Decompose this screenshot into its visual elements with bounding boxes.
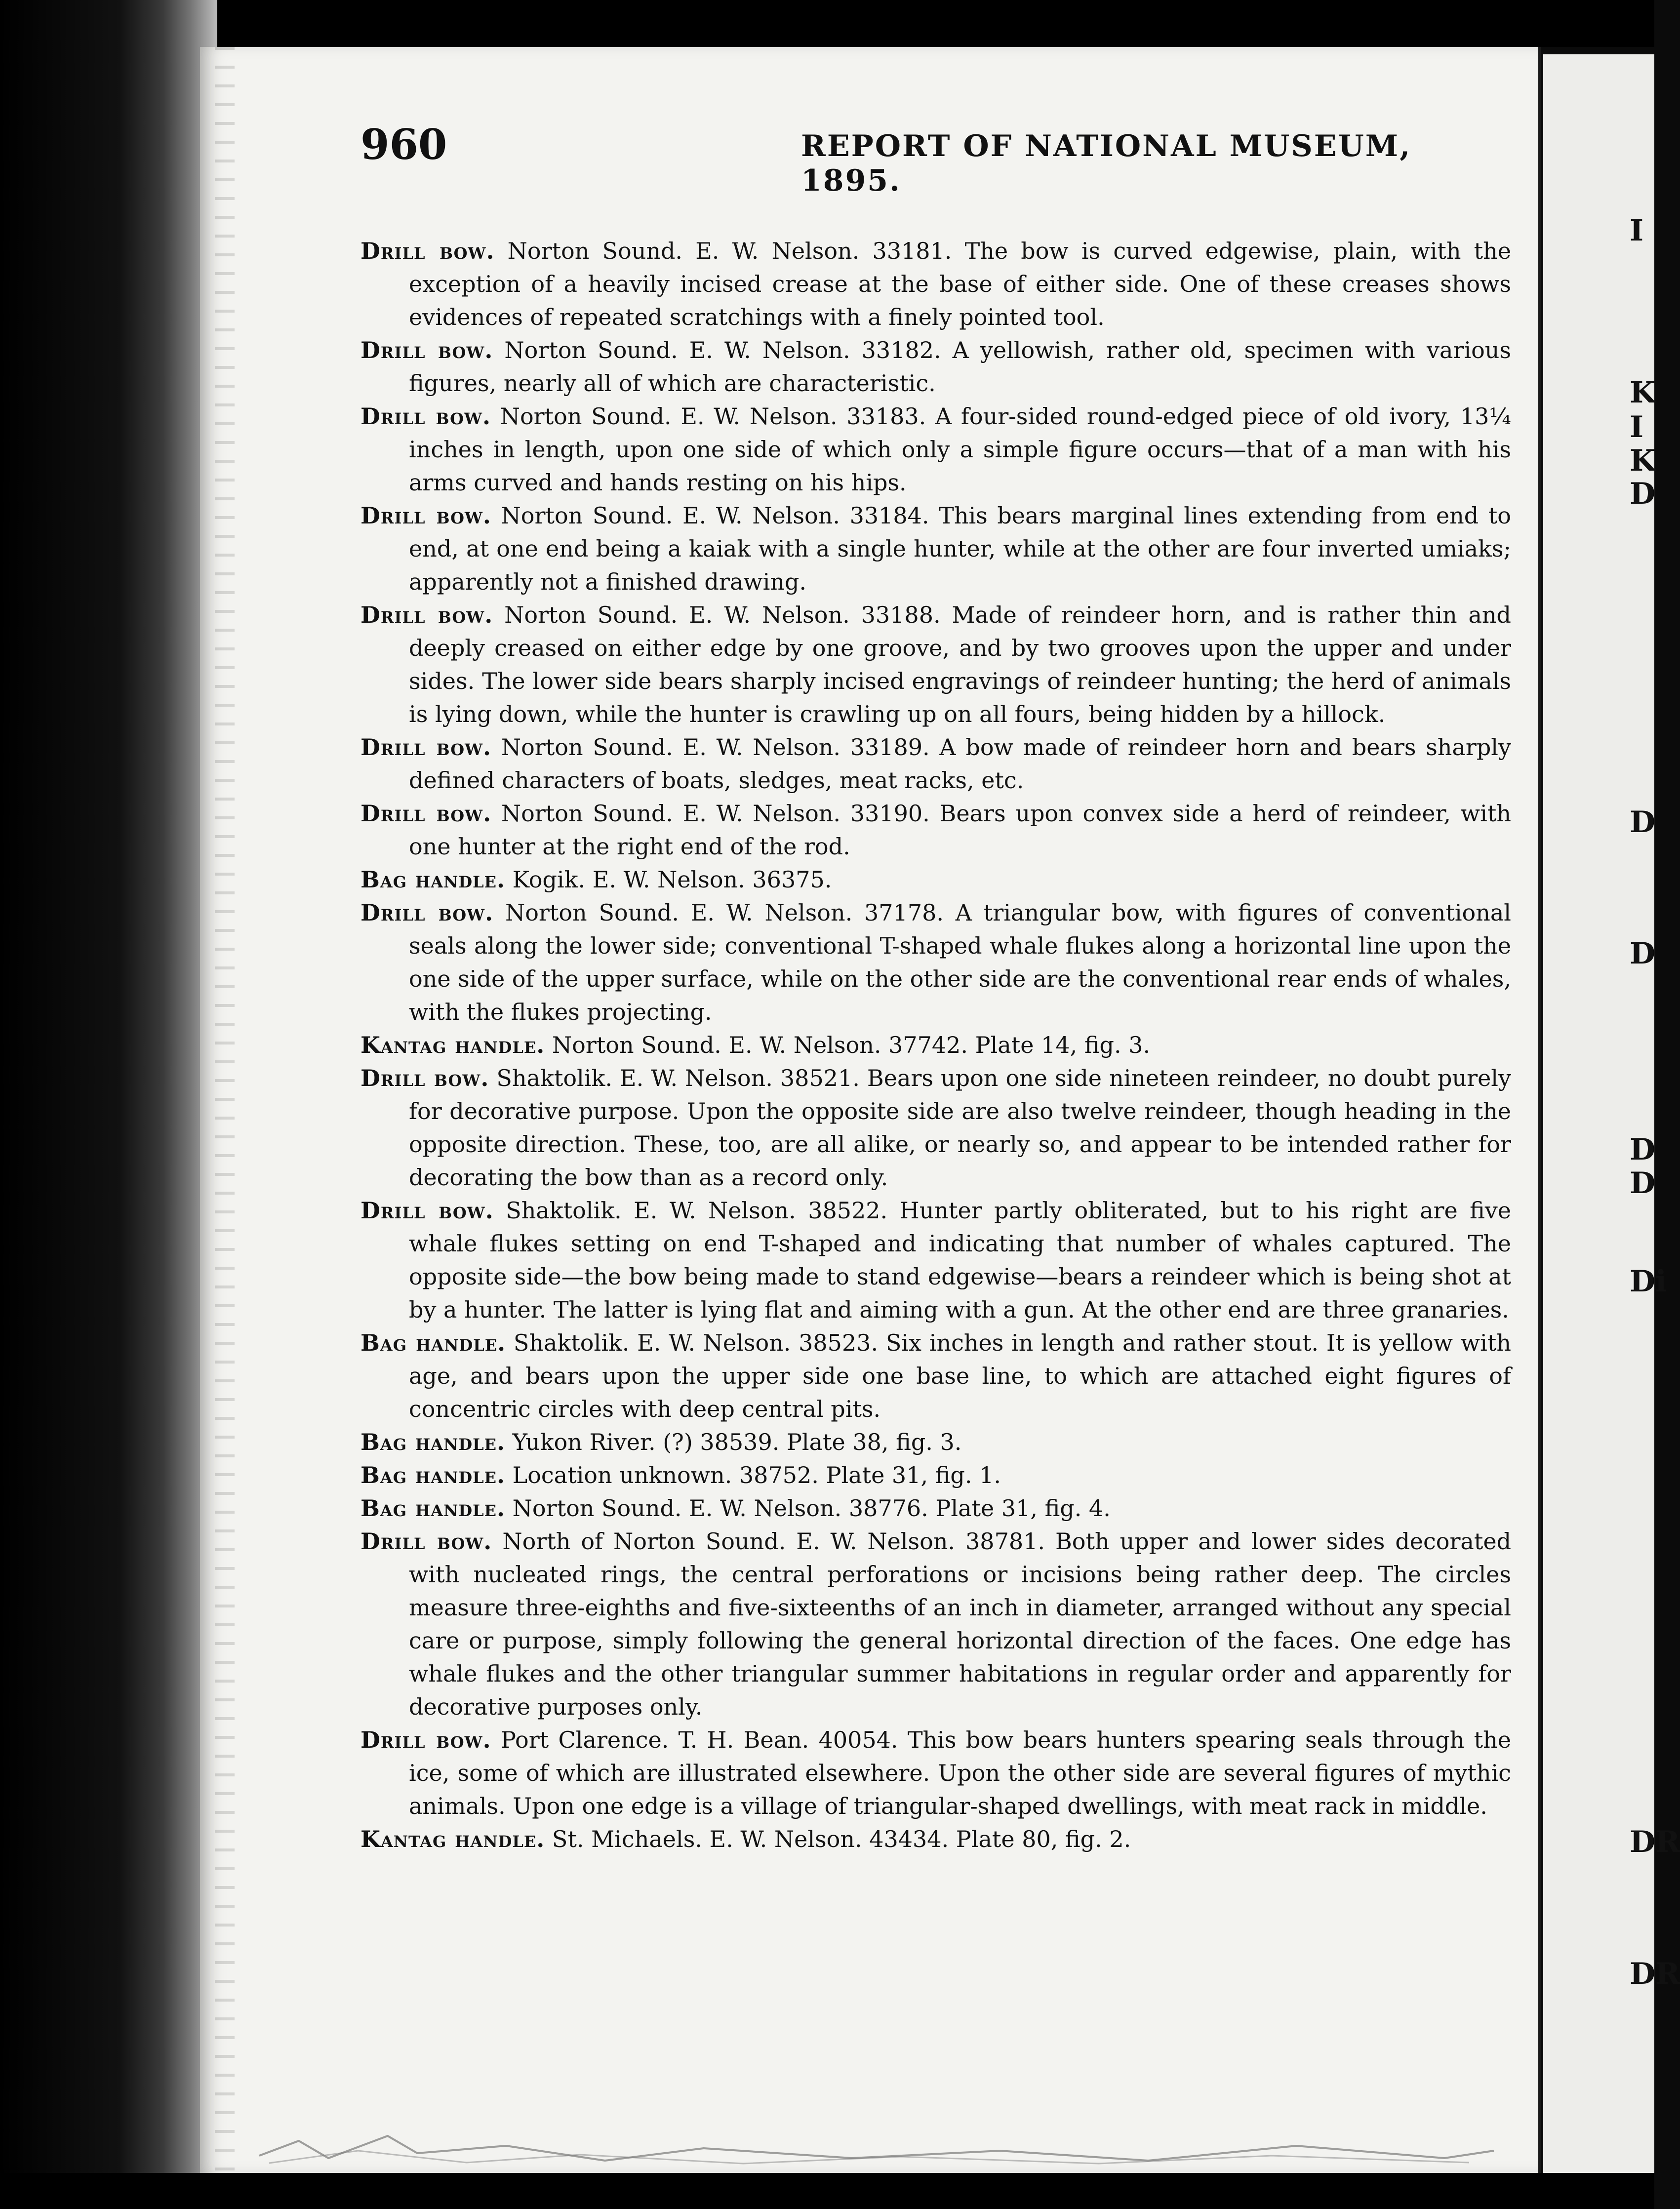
entry-text: Norton Sound. E. W. Nelson. 37178. A triangular bow, with figures of conventional seals along the lower side; conventional T-shaped whale flukes along a horizontal line upon the one side of the upper surface, while on the other side are the conventional rear ends of whales, with the flukes projecting. [409,899,1511,1025]
catalogue-entry [360,896,1511,1029]
entry-text: Location unknown. 38752. Plate 31, fig. 1. [512,1462,1001,1488]
entry-lemma: Bag handle. [360,1429,506,1455]
entry-lemma: Drill bow. [360,899,494,926]
catalogue-entry [360,863,1511,896]
adjacent-letter: DR [1630,1957,1680,1991]
catalogue-entry [360,1525,1511,1724]
entry-lemma: Drill bow. [360,800,492,827]
entry-text: Norton Sound. E. W. Nelson. 33181. The bow is curved edgewise, plain, with the exception of a heavily incised crease at the base of either side. One of these creases shows evidences of repeated scratchings with a finely pointed tool. [409,238,1511,330]
entry-lemma: Bag handle. [360,1495,506,1522]
entry-text: Norton Sound. E. W. Nelson. 33182. A yellowish, rather old, specimen with various figures, nearly all of which are characteristic. [409,337,1512,397]
entry-lemma: Drill bow. [360,1727,491,1753]
catalogue-entry [360,499,1511,599]
entry-text: Shaktolik. E. W. Nelson. 38521. Bears upon one side nineteen reindeer, no doubt purely for decorative purpose. Upon the opposite side are also twelve reindeer, though heading in the opposite direction. These, too, are all alike, or nearly so, and appear to be intended rather for decorating the bow than as a record only. [409,1065,1511,1191]
catalogue-entry [360,1823,1511,1856]
adjacent-letter: D [1630,1132,1656,1167]
entry-lemma: Bag handle. [360,1329,506,1356]
entry-text: Norton Sound. E. W. Nelson. 37742. Plate 14, fig. 3. [552,1032,1151,1058]
entry-lemma: Drill bow. [360,734,492,761]
bottom-edge-noise [259,2111,1494,2166]
entry-lemma: Drill bow. [360,502,491,529]
entry-text: Norton Sound. E. W. Nelson. 33188. Made of reindeer horn, and is rather thin and deeply creased on either edge by one groove, and by two grooves upon the upper and under sides. The lower side bears sharply incised engravings of reindeer hunting; the herd of animals is lying down, while the hunter is crawling up on all fours, being hidden by a hillock. [409,602,1511,727]
adjacent-letter: D [1630,477,1656,511]
page-header [360,120,1516,198]
scan-bottom-border [0,2173,1654,2209]
catalogue-entry [360,1426,1511,1459]
entry-text: Port Clarence. T. H. Bean. 40054. This bow bears hunters spearing seals through the ice, some of which are illustrated elsewhere. Upon the other side are several figures of mythic animals. Upon one edge is a village of triangular-shaped dwellings, with meat rack in middle. [409,1727,1511,1819]
catalogue-entry [360,1029,1511,1062]
catalogue-entry [360,797,1511,863]
entry-lemma: Bag handle. [360,866,506,893]
entry-text: Shaktolik. E. W. Nelson. 38522. Hunter partly obliterated, but to his right are five whale flukes setting on end T-shaped and indicating that number of whales captured. The opposite side—the bow being made to stand edgewise—bears a reindeer which is being shot at by a hunter. The latter is lying flat and aiming with a gun. At the other end are three granaries. [409,1197,1512,1323]
catalogue-entry [360,1459,1511,1492]
adjacent-letter: K [1630,443,1656,478]
entry-text: Shaktolik. E. W. Nelson. 38523. Six inches in length and rather stout. It is yellow with age, and bears upon the upper side one base line, to which are attached eight figures of concentric circles with deep central pits. [409,1329,1511,1422]
adjacent-letter: K [1630,375,1656,410]
book-page [200,47,1541,2173]
adjacent-letter: D [1630,805,1656,840]
entry-text: Norton Sound. E. W. Nelson. 38776. Plate 31, fig. 4. [512,1495,1111,1522]
catalogue-entry [360,235,1511,334]
entry-text: Norton Sound. E. W. Nelson. 33190. Bears upon convex side a herd of reindeer, with one hunter at the right end of the rod. [409,800,1512,860]
entry-lemma: Drill bow. [360,1065,489,1091]
entry-lemma: Kantag handle. [360,1826,545,1852]
entry-text: Norton Sound. E. W. Nelson. 33183. A four-sided round-edged piece of old ivory, 13¼ inches in length, upon one side of which only a simple figure occurs—that of a man with his arms curved and hands resting on his hips. [409,403,1511,496]
adjacent-letter: D [1630,936,1656,971]
catalogue-entry [360,1492,1511,1525]
entry-lemma: Drill bow. [360,403,491,430]
entry-lemma: Drill bow. [360,238,495,264]
entry-text: North of Norton Sound. E. W. Nelson. 38781. Both upper and lower sides decorated with nucleated rings, the central perforations or incisions being rather deep. The circles measure three-eighths and five-sixteenths of an inch in diameter, arranged without any special care or purpose, simply following the general horizontal direction of the faces. One edge has whale flukes and the other triangular summer habitations in regular order and apparently for decorative purposes only. [409,1528,1512,1720]
running-title: REPORT OF NATIONAL MUSEUM, 1895. [801,129,1412,198]
entry-text: Norton Sound. E. W. Nelson. 33184. This bears marginal lines extending from end to end, at one end being a kaiak with a single hunter, while at the other are four inverted umiaks; apparently not a finished drawing. [409,502,1512,595]
catalogue-entry [360,400,1511,499]
catalogue-entry [360,731,1511,797]
scan-top-border [0,0,1654,47]
adjacent-letter: D [1630,1166,1656,1201]
entry-text: St. Michaels. E. W. Nelson. 43434. Plate 80, fig. 2. [552,1826,1131,1852]
adjacent-letter: DR [1630,1825,1680,1859]
catalogue-entry [360,1062,1511,1194]
catalogue-entry [360,1326,1511,1426]
adjacent-letter: I [1630,213,1644,248]
entry-lemma: Drill bow. [360,1197,494,1224]
entry-lemma: Drill bow. [360,1528,492,1555]
catalogue-entry [360,599,1511,731]
entry-text: Norton Sound. E. W. Nelson. 33189. A bow made of reindeer horn and bears sharply defined characters of boats, sledges, meat racks, etc. [409,734,1511,794]
page-edge-specks [215,47,235,2173]
entry-lemma: Drill bow. [360,602,493,628]
entry-lemma: Drill bow. [360,337,493,363]
entry-lemma: Bag handle. [360,1462,506,1488]
entry-text: Yukon River. (?) 38539. Plate 38, fig. 3. [512,1429,962,1455]
catalogue-entry [360,1724,1511,1823]
adjacent-letter: Di [1630,1264,1667,1299]
entry-lemma: Kantag handle. [360,1032,545,1058]
catalogue-entries [360,235,1511,1856]
book-binding-gutter [0,0,217,2209]
entry-text: Kogik. E. W. Nelson. 36375. [512,866,832,893]
catalogue-entry [360,334,1511,400]
adjacent-letter: I [1630,410,1644,444]
catalogue-entry [360,1194,1511,1326]
page-number: 960 [360,120,447,169]
